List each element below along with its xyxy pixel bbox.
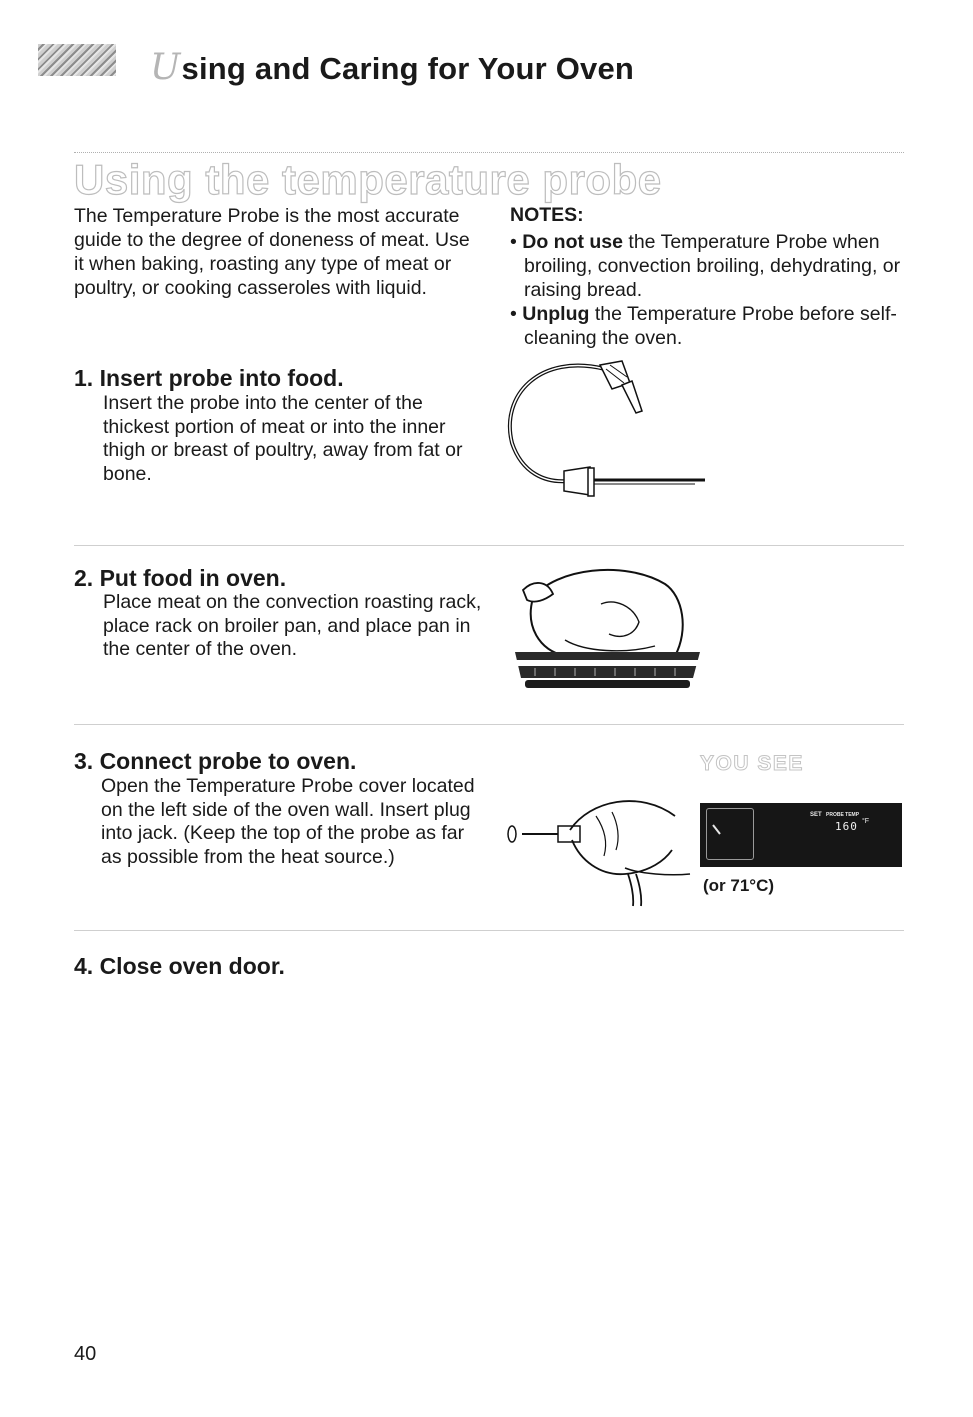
section-rule [74, 152, 904, 153]
section-heading: Using the temperature probe [74, 156, 662, 203]
divider [74, 545, 904, 546]
intro-paragraph: The Temperature Probe is the most accurate guide to the degree of doneness of meat. Use it when baking, roasting any type of meat or poultry, or cooking casseroles with liquid. [74, 205, 470, 299]
display-temperature-readout: 160 [835, 820, 858, 833]
note-item: • Do not use the Temperature Probe when broiling, convection broiling, dehydrating, or raising bread. [510, 231, 901, 301]
note-item-bold: Unplug [522, 303, 590, 325]
display-set-indicator: SET [810, 812, 822, 818]
display-temperature-unit: °F [862, 818, 870, 825]
celsius-equivalent: (or 71°C) [703, 876, 775, 895]
you-see-label: YOU SEE [700, 752, 804, 775]
note-item-bold: Do not use [522, 231, 623, 253]
note-item-text: the Temperature Probe when broiling, convection broiling, dehydrating, or raising bread. [524, 231, 901, 301]
divider [74, 930, 904, 931]
step-1-description: Insert the probe into the center of the thickest portion of meat or into the inner thigh or breast of poultry, away from fat or bone. [103, 392, 463, 485]
display-cursor-icon [712, 824, 722, 838]
step-2-description: Place meat on the convection roasting rack, place rack on broiler pan, and place pan in the center of the oven. [103, 591, 482, 660]
note-item-text: the Temperature Probe before self-cleaning the oven. [524, 303, 897, 349]
step-3-description: Open the Temperature Probe cover located on the left side of the oven wall. Insert plug into jack. (Keep the top of the probe as far as possible from the heat source.) [101, 775, 475, 868]
hand-inserting-probe-plug-illustration [500, 790, 695, 908]
step-1-title: 1. Insert probe into food. [74, 365, 344, 391]
divider [74, 724, 904, 725]
notes-heading: NOTES: [510, 204, 584, 226]
chapter-title-text: sing and Caring for Your Oven [181, 51, 635, 86]
chapter-title [150, 47, 634, 88]
roast-chicken-on-pan-illustration [505, 560, 710, 695]
step-4-title: 4. Close oven door. [74, 953, 285, 979]
temperature-probe-illustration [500, 355, 720, 515]
page-number: 40 [74, 1343, 97, 1365]
note-item: • Unplug the Temperature Probe before self-cleaning the oven. [510, 303, 897, 349]
header-pattern-swatch [38, 44, 116, 76]
step-3-title: 3. Connect probe to oven. [74, 748, 357, 774]
chapter-title-initial: U [150, 47, 181, 88]
step-2-title: 2. Put food in oven. [74, 565, 287, 591]
display-probe-indicator: PROBE TEMP [826, 812, 860, 818]
